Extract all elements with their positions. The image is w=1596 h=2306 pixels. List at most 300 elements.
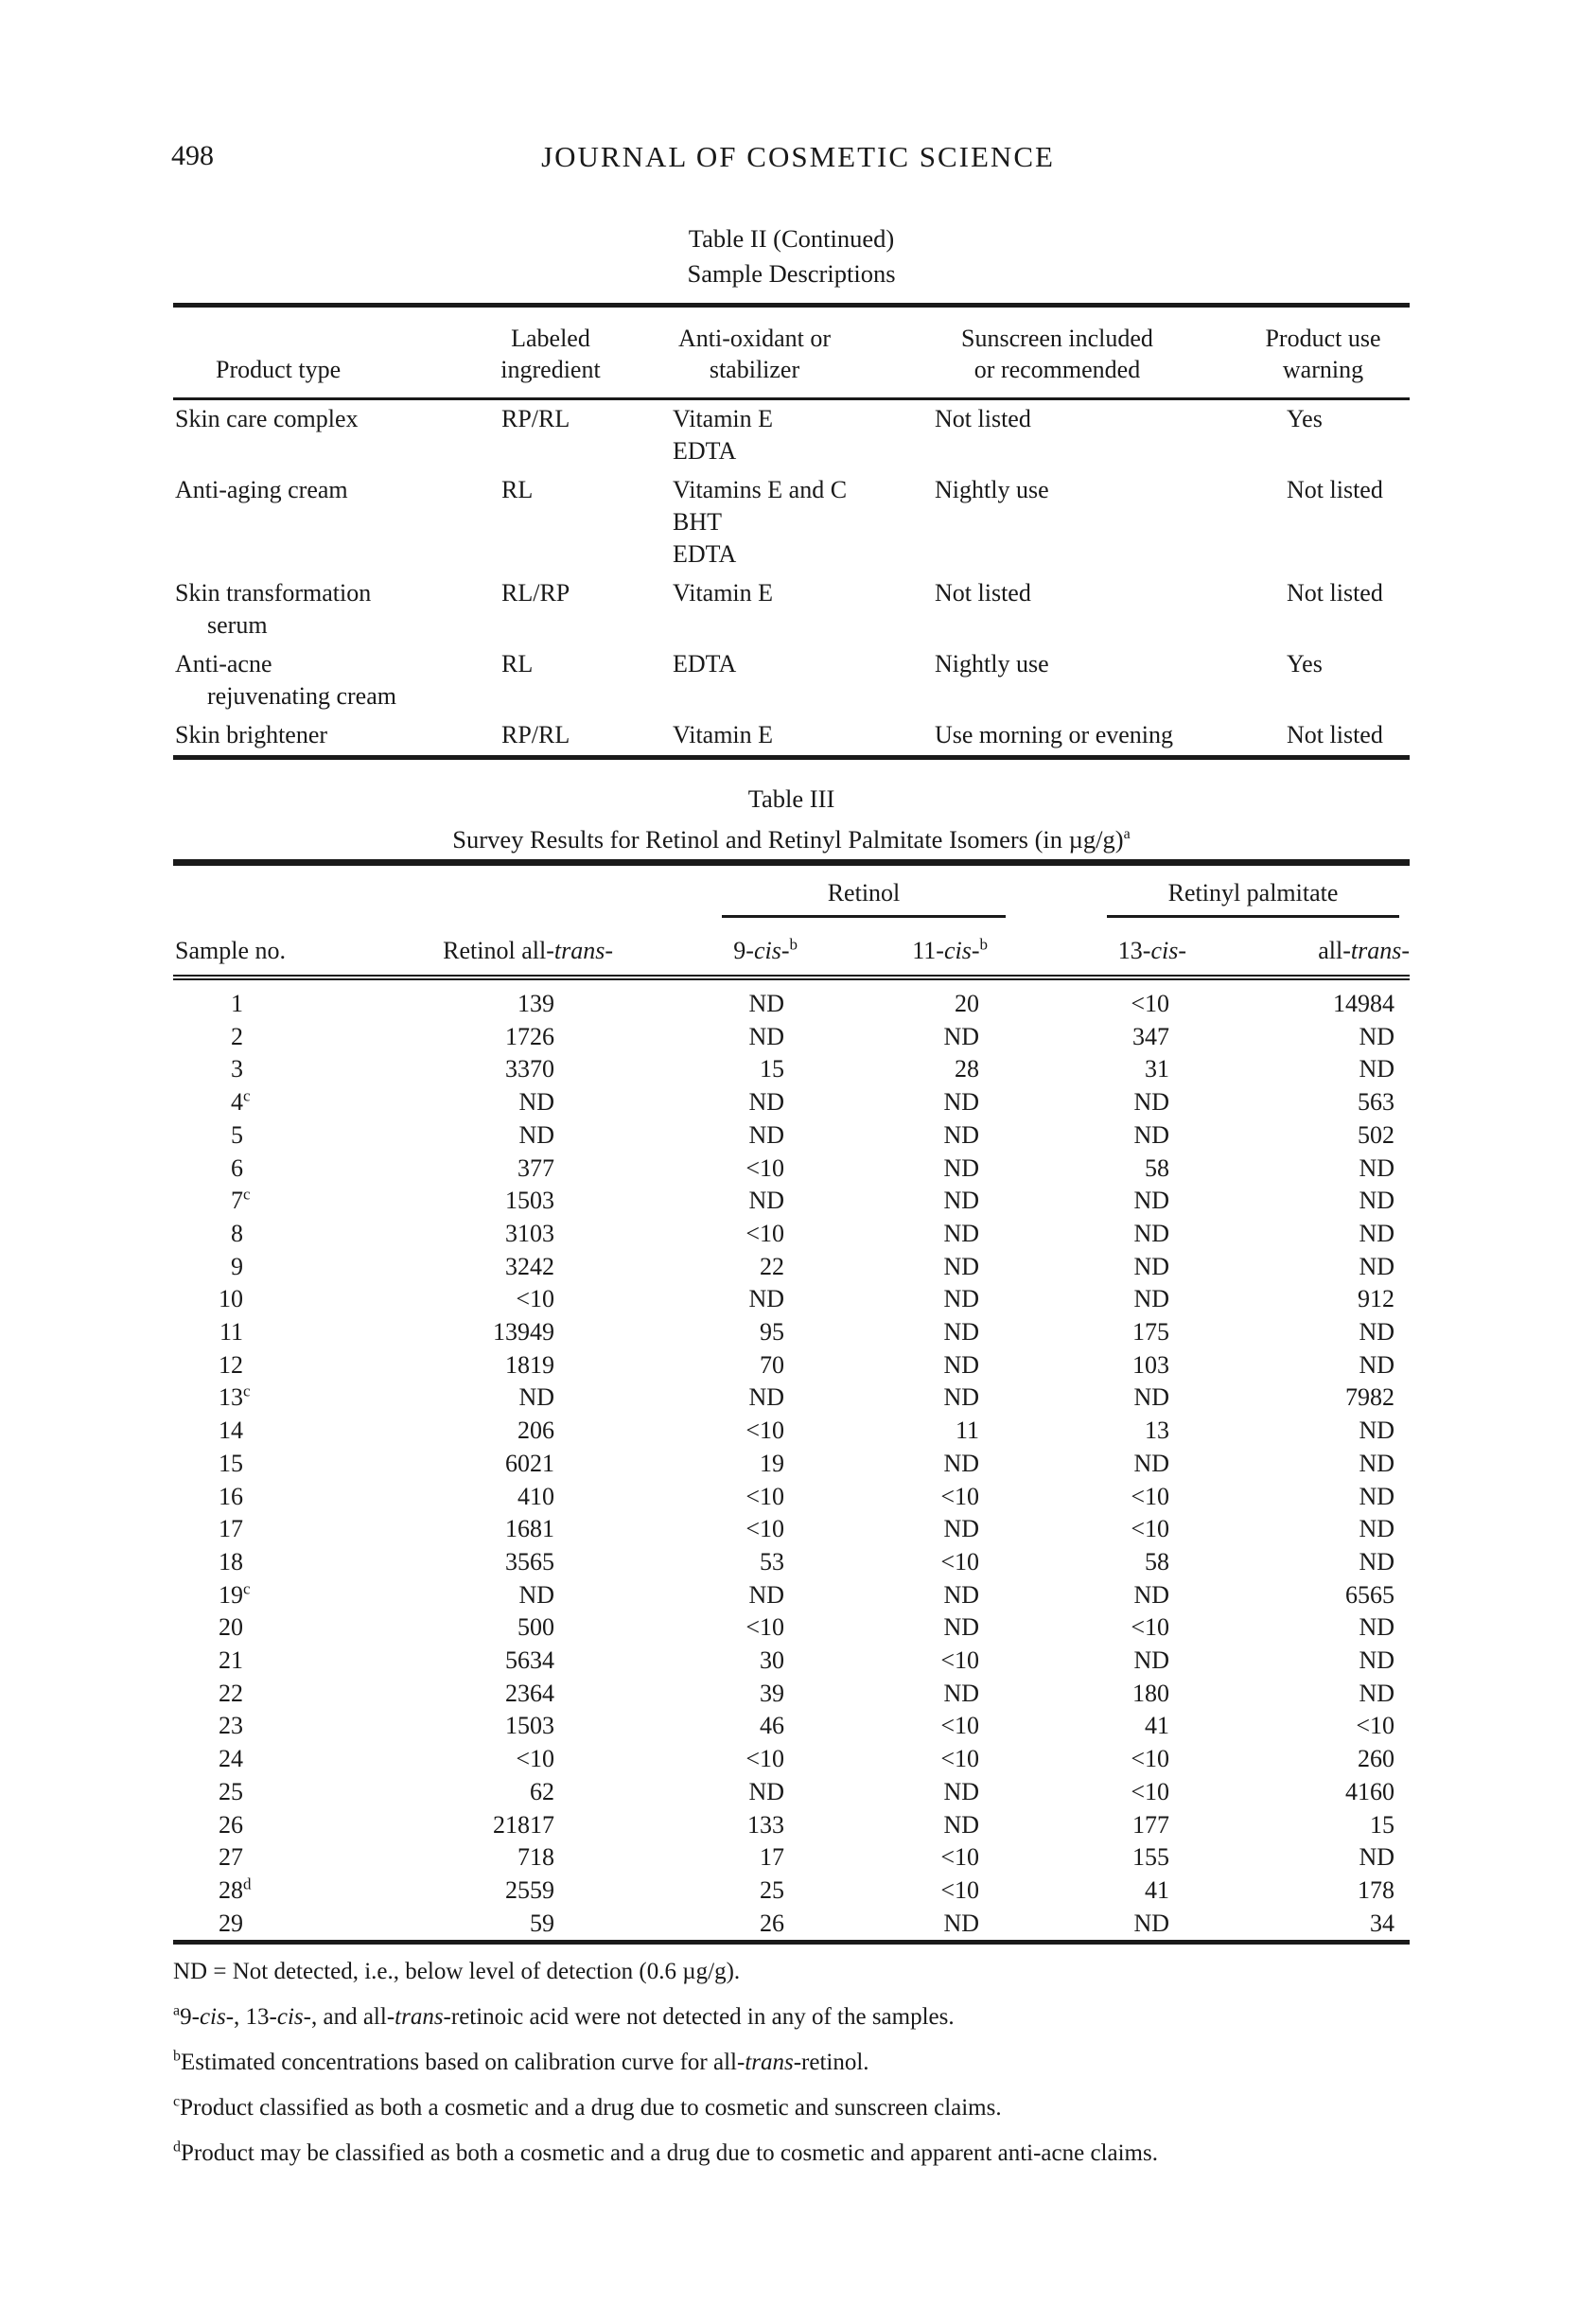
header-line: Labeled xyxy=(511,325,590,352)
cell-all-trans: 15 xyxy=(1370,1810,1395,1839)
spacer-cell xyxy=(301,866,613,918)
cell-9-cis: ND xyxy=(748,1383,784,1412)
cell-all-trans: ND xyxy=(1359,1449,1395,1477)
cell-11-cis: ND xyxy=(943,1580,979,1609)
table2-row xyxy=(173,399,1410,472)
table3-row xyxy=(173,1086,1410,1119)
italic-segment: trans xyxy=(1350,937,1402,964)
cell-retinol-all-trans: 1503 xyxy=(505,1712,554,1740)
sample-number: 28 xyxy=(219,1875,243,1904)
antioxidant-line: Vitamin E xyxy=(673,579,774,607)
cell-sample-no xyxy=(173,1448,301,1481)
cell-9-cis: 15 xyxy=(760,1055,784,1083)
cell-all-trans: 260 xyxy=(1358,1745,1395,1773)
cell-13-cis: <10 xyxy=(1131,990,1169,1017)
cell-11-cis: ND xyxy=(943,1777,979,1805)
footnote-text: -retinoic acid were not detected in any of the samples. xyxy=(443,2004,955,2030)
cell-sample-no xyxy=(173,1415,301,1448)
cell-9-cis: 46 xyxy=(760,1712,784,1740)
sample-number: 22 xyxy=(219,1679,243,1707)
cell-9-cis: 17 xyxy=(760,1843,784,1872)
cell-sample-no xyxy=(173,1809,301,1842)
cell-9-cis: ND xyxy=(748,1285,784,1313)
cell-11-cis: <10 xyxy=(940,1712,979,1740)
cell-sample-no xyxy=(173,1841,301,1875)
sample-number: 11 xyxy=(219,1318,243,1347)
col-header-retinol-all-trans: Retinol all-trans- xyxy=(301,918,613,977)
sample-number: 20 xyxy=(219,1613,243,1642)
table3-row xyxy=(173,1710,1410,1743)
table3-row xyxy=(173,1481,1410,1514)
cell-sample-no xyxy=(173,1645,301,1678)
cell-retinol-all-trans: 206 xyxy=(517,1417,554,1445)
table3-row xyxy=(173,1908,1410,1941)
cell-product-use-warning: Not listed xyxy=(1287,476,1383,503)
cell-sample-no xyxy=(173,1283,301,1316)
table3-row xyxy=(173,1316,1410,1349)
cell-product-use-warning: Not listed xyxy=(1287,579,1383,607)
sample-number: 7 xyxy=(231,1187,243,1215)
table2-col-header xyxy=(878,308,1236,399)
cell-13-cis: 58 xyxy=(1145,1153,1169,1182)
table3-row xyxy=(173,1283,1410,1316)
footnote-text: -, 13- xyxy=(225,2004,277,2030)
header-line: Product use xyxy=(1265,325,1381,352)
table2-col-header xyxy=(173,308,470,399)
table3-row xyxy=(173,1579,1410,1612)
cell-all-trans: 502 xyxy=(1358,1120,1395,1149)
footnote-text: -, and all- xyxy=(303,2004,395,2030)
cell-labeled-ingredient: RP/RL xyxy=(501,405,570,432)
table3-row xyxy=(173,1776,1410,1809)
cell-11-cis: ND xyxy=(943,1449,979,1477)
cell-all-trans: 912 xyxy=(1358,1285,1395,1313)
cell-all-trans: ND xyxy=(1359,1318,1395,1347)
cell-13-cis: 103 xyxy=(1132,1350,1169,1379)
italic-segment: cis xyxy=(1150,937,1179,964)
cell-11-cis: ND xyxy=(943,1679,979,1707)
cell-11-cis: ND xyxy=(943,1350,979,1379)
cell-9-cis: 26 xyxy=(760,1909,784,1937)
cell-retinol-all-trans: 6021 xyxy=(505,1449,554,1477)
table3-row xyxy=(173,1645,1410,1678)
cell-sample-no xyxy=(173,1776,301,1809)
header-line: stabilizer xyxy=(709,356,800,383)
cell-9-cis: ND xyxy=(748,1187,784,1215)
table2-row xyxy=(173,471,1410,574)
table3-column-header-row xyxy=(173,918,1410,977)
table3-row xyxy=(173,1448,1410,1481)
cell-all-trans: ND xyxy=(1359,1515,1395,1543)
cell-13-cis: 180 xyxy=(1132,1679,1169,1707)
sample-number: 2 xyxy=(231,1022,243,1050)
cell-sample-no xyxy=(173,1908,301,1941)
cell-all-trans: <10 xyxy=(1356,1712,1395,1740)
cell-all-trans: ND xyxy=(1359,1022,1395,1050)
col-header-13-cis: 13-cis- xyxy=(988,918,1186,977)
sample-number: 21 xyxy=(219,1646,243,1675)
cell-13-cis: 155 xyxy=(1132,1843,1169,1872)
footnote-marker: a xyxy=(173,2002,181,2019)
sample-number: 4 xyxy=(231,1088,243,1117)
sample-number: 15 xyxy=(219,1449,243,1477)
spacer-cell xyxy=(173,866,301,918)
cell-all-trans: 14984 xyxy=(1333,990,1395,1017)
italic-segment: cis xyxy=(943,937,972,964)
group-retinyl-palmitate-label: Retinyl palmitate xyxy=(1107,879,1399,918)
table3-row xyxy=(173,1875,1410,1908)
antioxidant-line: EDTA xyxy=(673,650,737,678)
cell-13-cis: ND xyxy=(1133,1187,1169,1215)
sample-number: 25 xyxy=(219,1777,243,1805)
italic-segment: trans xyxy=(395,2004,444,2030)
sample-number: 18 xyxy=(219,1547,243,1575)
cell-sample-no xyxy=(173,1481,301,1514)
cell-11-cis: ND xyxy=(943,1252,979,1280)
footnote-marker: b xyxy=(979,935,988,954)
subtitle-superscript: a xyxy=(1123,826,1131,842)
cell-labeled-ingredient: RL xyxy=(501,650,534,678)
cell-11-cis: ND xyxy=(943,1285,979,1313)
italic-segment: cis xyxy=(753,937,781,964)
cell-sample-no xyxy=(173,1251,301,1284)
cell-sunscreen: Nightly use xyxy=(935,650,1049,678)
footnote-text: -retinol. xyxy=(793,2050,869,2075)
cell-product-use-warning: Yes xyxy=(1287,650,1323,678)
cell-13-cis: <10 xyxy=(1131,1613,1169,1642)
cell-13-cis: ND xyxy=(1133,1646,1169,1675)
cell-9-cis: 95 xyxy=(760,1318,784,1347)
col-header-11-cis: 11-cis-$^b$ xyxy=(798,918,988,977)
footnote xyxy=(173,2139,1431,2168)
cell-13-cis: 41 xyxy=(1145,1712,1169,1740)
sample-number: 9 xyxy=(231,1252,243,1280)
footnote-marker: c xyxy=(243,1579,251,1597)
col-header-all-trans: all-trans- xyxy=(1186,918,1410,977)
cell-9-cis: <10 xyxy=(745,1417,784,1445)
cell-13-cis: ND xyxy=(1133,1120,1169,1149)
cell-13-cis: ND xyxy=(1133,1909,1169,1937)
footnote-marker: d xyxy=(173,2139,181,2156)
cell-product-type xyxy=(173,716,470,755)
cell-sunscreen: Use morning or evening xyxy=(935,721,1174,748)
cell-11-cis: ND xyxy=(943,1810,979,1839)
cell-sample-no xyxy=(173,1710,301,1743)
cell-sample-no xyxy=(173,1382,301,1415)
cell-retinol-all-trans: 62 xyxy=(530,1777,554,1805)
cell-11-cis: ND xyxy=(943,1318,979,1347)
footnote xyxy=(173,2093,1431,2122)
sample-number: 23 xyxy=(219,1712,243,1740)
cell-sample-no xyxy=(173,1086,301,1119)
table3-body xyxy=(173,977,1410,1940)
cell-sample-no xyxy=(173,1678,301,1711)
table3-subtitle: Survey Results for Retinol and Retinyl Palmitate Isomers (in µg/g)$^a$ xyxy=(452,824,1131,854)
cell-13-cis: ND xyxy=(1133,1383,1169,1412)
sample-number: 29 xyxy=(219,1909,243,1937)
cell-sample-no xyxy=(173,1053,301,1086)
footnote-marker: b xyxy=(789,935,798,954)
cell-11-cis: ND xyxy=(943,1219,979,1247)
product-line: Skin transformation xyxy=(175,579,372,607)
cell-11-cis: <10 xyxy=(940,1843,979,1872)
cell-9-cis: 133 xyxy=(747,1810,784,1839)
cell-all-trans: ND xyxy=(1359,1613,1395,1642)
cell-13-cis: <10 xyxy=(1131,1777,1169,1805)
cell-retinol-all-trans: 1681 xyxy=(505,1515,554,1543)
product-line: rejuvenating cream xyxy=(207,682,396,710)
sample-number: 8 xyxy=(231,1219,243,1247)
footnote-marker: b xyxy=(173,2048,181,2065)
cell-retinol-all-trans: 1819 xyxy=(505,1350,554,1379)
cell-antioxidant-stabilizer xyxy=(631,716,878,755)
cell-9-cis: ND xyxy=(748,1022,784,1050)
cell-9-cis: <10 xyxy=(745,1745,784,1773)
header-line: Anti-oxidant or xyxy=(677,325,832,352)
page-number: 498 xyxy=(171,140,214,171)
cell-9-cis: ND xyxy=(748,1580,784,1609)
cell-antioxidant-stabilizer xyxy=(631,471,878,574)
cell-retinol-all-trans: <10 xyxy=(516,1285,554,1313)
cell-9-cis: ND xyxy=(748,1088,784,1117)
table3-head xyxy=(173,866,1410,977)
italic-segment: cis xyxy=(199,2004,226,2030)
table3-row xyxy=(173,1382,1410,1415)
cell-11-cis: ND xyxy=(943,1515,979,1543)
cell-13-cis: ND xyxy=(1133,1449,1169,1477)
sample-number: 16 xyxy=(219,1482,243,1510)
cell-product-use-warning: Not listed xyxy=(1287,721,1383,748)
cell-retinol-all-trans: 3242 xyxy=(505,1252,554,1280)
cell-9-cis: ND xyxy=(748,1120,784,1149)
table2-col-header xyxy=(470,308,631,399)
cell-13-cis: ND xyxy=(1133,1219,1169,1247)
cell-sample-no xyxy=(173,977,301,1021)
cell-labeled-ingredient: RL xyxy=(501,476,534,503)
footnote-marker: c xyxy=(243,1086,251,1105)
sample-number: 1 xyxy=(231,990,243,1017)
cell-all-trans: ND xyxy=(1359,1350,1395,1379)
cell-13-cis: ND xyxy=(1133,1580,1169,1609)
product-line: Skin care complex xyxy=(175,405,359,432)
italic-segment: trans xyxy=(745,2050,794,2075)
table3-row xyxy=(173,1021,1410,1054)
cell-product-type xyxy=(173,399,470,472)
cell-13-cis: 347 xyxy=(1132,1022,1169,1050)
header-line: Sunscreen included xyxy=(961,325,1153,352)
cell-sample-no xyxy=(173,1349,301,1382)
antioxidant-line: Vitamins E and C xyxy=(673,476,848,503)
cell-retinol-all-trans: 2559 xyxy=(505,1875,554,1904)
cell-sample-no xyxy=(173,1119,301,1153)
cell-9-cis: <10 xyxy=(745,1613,784,1642)
cell-retinol-all-trans: 3103 xyxy=(505,1219,554,1247)
group-retinyl-palmitate-cell xyxy=(988,866,1410,918)
footnote-text: Estimated concentrations based on calibration curve for all- xyxy=(181,2050,745,2075)
cell-retinol-all-trans: 3565 xyxy=(505,1547,554,1575)
footnote-text: Product classified as both a cosmetic and a drug due to cosmetic and sunscreen claims. xyxy=(180,2095,1002,2121)
cell-9-cis: <10 xyxy=(745,1219,784,1247)
cell-sample-no xyxy=(173,1579,301,1612)
antioxidant-line: EDTA xyxy=(673,437,737,465)
product-line: serum xyxy=(207,611,268,639)
antioxidant-line: Vitamin E xyxy=(673,405,774,432)
cell-antioxidant-stabilizer xyxy=(631,399,878,472)
footnote-text: 9- xyxy=(180,2004,200,2030)
cell-sunscreen: Not listed xyxy=(935,405,1031,432)
cell-retinol-all-trans: ND xyxy=(518,1383,554,1412)
cell-retinol-all-trans: 377 xyxy=(517,1153,554,1182)
cell-13-cis: 13 xyxy=(1145,1417,1169,1445)
table3-row xyxy=(173,1546,1410,1579)
cell-11-cis: <10 xyxy=(940,1646,979,1675)
cell-13-cis: 41 xyxy=(1145,1875,1169,1904)
sample-number: 14 xyxy=(219,1417,243,1445)
cell-9-cis: <10 xyxy=(745,1515,784,1543)
cell-11-cis: ND xyxy=(943,1088,979,1117)
cell-retinol-all-trans: 139 xyxy=(517,990,554,1017)
cell-retinol-all-trans: 5634 xyxy=(505,1646,554,1675)
cell-product-use-warning: Yes xyxy=(1287,405,1323,432)
col-header-9-cis: 9-cis-$^b$ xyxy=(613,918,798,977)
cell-sample-no xyxy=(173,1021,301,1054)
footnote-marker: d xyxy=(243,1875,252,1893)
footnote xyxy=(173,2002,1431,2032)
italic-segment: cis xyxy=(276,2004,304,2030)
cell-retinol-all-trans: ND xyxy=(518,1088,554,1117)
table3-row xyxy=(173,1743,1410,1776)
cell-all-trans: 7982 xyxy=(1345,1383,1395,1412)
cell-product-type xyxy=(173,645,470,716)
cell-13-cis: <10 xyxy=(1131,1482,1169,1510)
cell-13-cis: <10 xyxy=(1131,1515,1169,1543)
header-line: ingredient xyxy=(500,356,601,383)
table2-col-header xyxy=(1236,308,1410,399)
table2-row xyxy=(173,574,1410,645)
antioxidant-line: Vitamin E xyxy=(673,721,774,748)
cell-sample-no xyxy=(173,1153,301,1186)
cell-13-cis: 31 xyxy=(1145,1055,1169,1083)
sample-number: 24 xyxy=(219,1745,243,1773)
italic-segment: trans xyxy=(553,937,605,964)
sample-number: 5 xyxy=(231,1120,243,1149)
table2-titleblock xyxy=(173,221,1410,291)
table3-row xyxy=(173,1053,1410,1086)
cell-sample-no xyxy=(173,1513,301,1546)
antioxidant-line: EDTA xyxy=(673,540,737,568)
col-header-sample-no: Sample no. xyxy=(173,918,301,977)
table2-title: Table II (Continued) xyxy=(688,224,895,253)
cell-11-cis: <10 xyxy=(940,1547,979,1575)
cell-sunscreen: Not listed xyxy=(935,579,1031,607)
cell-all-trans: ND xyxy=(1359,1219,1395,1247)
group-retinol-label: Retinol xyxy=(722,879,1006,918)
table3-row xyxy=(173,1678,1410,1711)
table2 xyxy=(173,308,1410,755)
cell-retinol-all-trans: ND xyxy=(518,1580,554,1609)
cell-11-cis: <10 xyxy=(940,1745,979,1773)
cell-9-cis: 39 xyxy=(760,1679,784,1707)
cell-all-trans: 178 xyxy=(1358,1875,1395,1904)
table3-row xyxy=(173,1218,1410,1251)
cell-all-trans: ND xyxy=(1359,1055,1395,1083)
footnotes xyxy=(173,1957,1431,2184)
table3-titleblock xyxy=(173,782,1410,857)
cell-retinol-all-trans: ND xyxy=(518,1120,554,1149)
sample-number: 27 xyxy=(219,1843,243,1872)
cell-9-cis: <10 xyxy=(745,1482,784,1510)
table2-row xyxy=(173,645,1410,716)
cell-retinol-all-trans: 1726 xyxy=(505,1022,554,1050)
cell-11-cis: 28 xyxy=(955,1055,979,1083)
footnote-marker: c xyxy=(243,1185,251,1204)
cell-13-cis: ND xyxy=(1133,1088,1169,1117)
sample-number: 13 xyxy=(219,1383,243,1412)
cell-9-cis: ND xyxy=(748,1777,784,1805)
cell-labeled-ingredient: RP/RL xyxy=(501,721,570,748)
table3 xyxy=(173,866,1410,1940)
table3-row xyxy=(173,1153,1410,1186)
footnote-marker: c xyxy=(243,1382,251,1400)
table3-row xyxy=(173,1513,1410,1546)
footnote xyxy=(173,2048,1431,2077)
table3-row xyxy=(173,1185,1410,1218)
cell-sunscreen: Nightly use xyxy=(935,476,1049,503)
cell-antioxidant-stabilizer xyxy=(631,574,878,645)
cell-retinol-all-trans: 21817 xyxy=(493,1810,554,1839)
cell-all-trans: ND xyxy=(1359,1153,1395,1182)
cell-all-trans: 6565 xyxy=(1345,1580,1395,1609)
cell-retinol-all-trans: 3370 xyxy=(505,1055,554,1083)
cell-9-cis: 22 xyxy=(760,1252,784,1280)
table3-row xyxy=(173,1349,1410,1382)
sample-number: 19 xyxy=(219,1580,243,1609)
cell-11-cis: ND xyxy=(943,1613,979,1642)
table3-row xyxy=(173,1809,1410,1842)
journal-title: JOURNAL OF COSMETIC SCIENCE xyxy=(541,140,1055,173)
cell-11-cis: ND xyxy=(943,1153,979,1182)
footnote xyxy=(173,1957,1431,1986)
product-line: Anti-acne xyxy=(175,650,272,678)
cell-9-cis: 19 xyxy=(760,1449,784,1477)
cell-13-cis: 177 xyxy=(1132,1810,1169,1839)
cell-product-type xyxy=(173,471,470,574)
cell-sample-no xyxy=(173,1875,301,1908)
footnote-marker: c xyxy=(173,2093,181,2110)
table3-row xyxy=(173,1119,1410,1153)
cell-retinol-all-trans: 718 xyxy=(517,1843,554,1872)
cell-11-cis: ND xyxy=(943,1022,979,1050)
cell-9-cis: 53 xyxy=(760,1547,784,1575)
header-line: or recommended xyxy=(973,356,1141,383)
product-line: Anti-aging cream xyxy=(175,476,348,503)
table3-row xyxy=(173,1415,1410,1448)
table3-survey-results xyxy=(173,859,1410,1945)
footnote-text: ND = Not detected, i.e., below level of detection (0.6 µg/g). xyxy=(173,1959,741,1984)
cell-11-cis: ND xyxy=(943,1383,979,1412)
cell-sample-no xyxy=(173,1316,301,1349)
cell-all-trans: ND xyxy=(1359,1417,1395,1445)
cell-11-cis: <10 xyxy=(940,1875,979,1904)
table2-head xyxy=(173,308,1410,399)
table2-sample-descriptions xyxy=(173,303,1410,760)
cell-9-cis: <10 xyxy=(745,1153,784,1182)
cell-sample-no xyxy=(173,1218,301,1251)
group-retinol-cell xyxy=(613,866,988,918)
cell-all-trans: 34 xyxy=(1370,1909,1395,1937)
table3-row xyxy=(173,1251,1410,1284)
cell-sample-no xyxy=(173,1743,301,1776)
